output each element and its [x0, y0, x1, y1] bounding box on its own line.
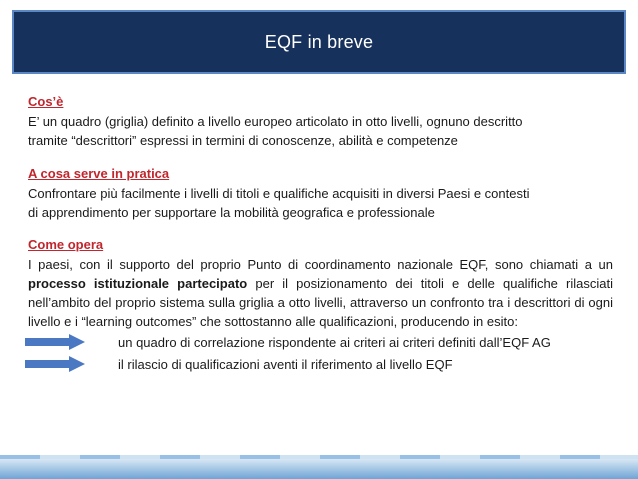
content-body	[28, 92, 613, 375]
section-text-purpose	[28, 184, 613, 222]
text-line: E’ un quadro (griglia) definito a livello europeo articolato in otto livelli, ognuno descritto	[28, 114, 523, 129]
page-title: EQF in breve	[264, 31, 374, 52]
text-how-bold: processo istituzionale partecipato	[28, 276, 248, 291]
text-line: di apprendimento per supportare la mobilità geografica e professionale	[28, 205, 435, 220]
section-text-how	[28, 255, 613, 331]
footer-decoration-band	[0, 459, 638, 479]
right-arrow-icon	[25, 334, 85, 350]
text-line: tramite “descrittori” espressi in termini di conoscenze, abilità e competenze	[28, 133, 458, 148]
bullet-text: un quadro di correlazione rispondente ai criteri ai criteri definiti dall’EQF AG	[118, 334, 551, 350]
section-heading-purpose: A cosa serve in pratica	[28, 166, 170, 181]
section-heading-how: Come opera	[28, 237, 104, 252]
section-heading-what: Cos’è	[28, 94, 64, 109]
bullet-item	[28, 353, 613, 375]
bullet-item	[28, 331, 613, 353]
right-arrow-icon	[25, 356, 85, 372]
text-line: Confrontare più facilmente i livelli di titoli e qualifiche acquisiti in diversi Paesi e contesti	[28, 186, 530, 201]
section-text-what	[28, 112, 613, 150]
text-how-before: I paesi, con il supporto del proprio Punto di coordinamento nazionale EQF, sono chiamati a un	[28, 257, 613, 272]
title-banner	[12, 10, 626, 74]
bullet-text: il rilascio di qualificazioni aventi il riferimento al livello EQF	[118, 356, 453, 372]
text-how-after: per il posizionamento dei titoli e delle qualifiche rilasciati nell’ambito del proprio sistema sulla griglia a otto livelli, attraverso un confronto tra i descrittori di ogni livello e i “learning outcomes” che sottostanno alle qualificazioni, producendo in esito:	[28, 276, 613, 329]
